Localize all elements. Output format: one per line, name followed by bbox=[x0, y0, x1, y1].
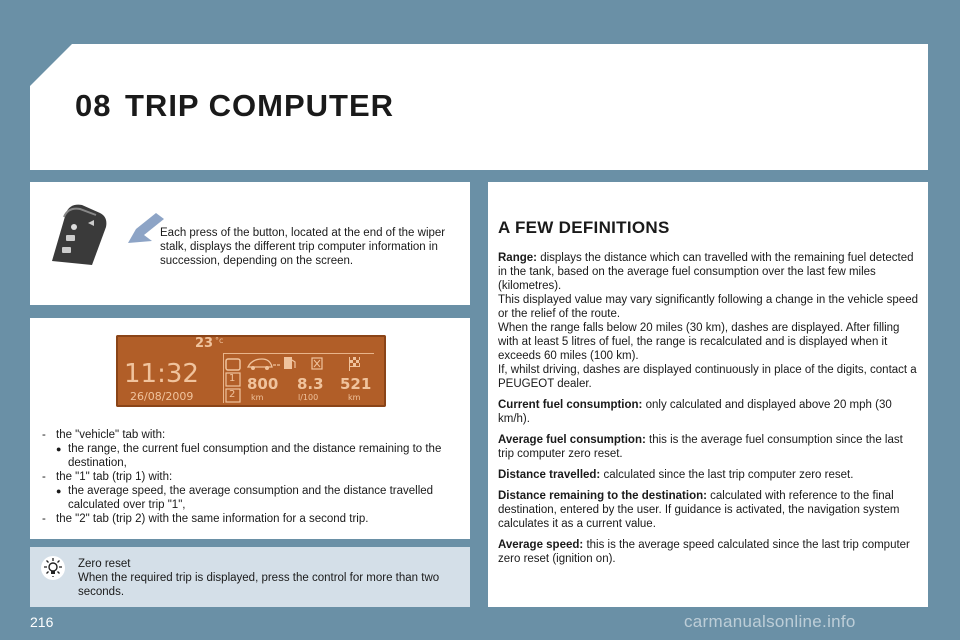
watermark: carmanualsonline.info bbox=[684, 612, 856, 631]
distance-unit: km bbox=[348, 393, 361, 402]
definition-range: Range: displays the distance which can travelled with the remaining fuel detected in the tank, based on the average fuel consumption over the last few miles (kilometres). This displayed value may vary significantly following a change in the vehicle speed or the relief of the route. When the range falls below 20 miles (30 km), dashes are displayed. After filling with at least 5 litres of fuel, the range is recalculated and is displayed when it exceeds 60 miles (100 km). If, whilst driving, dashes are displayed continuously in place of the digits, contact a PEUGEOT dealer. bbox=[498, 252, 918, 390]
stalk-panel bbox=[30, 182, 470, 305]
fuel-can-icon bbox=[312, 358, 322, 369]
tip-lightbulb-icon bbox=[40, 555, 66, 581]
tab-1-label: 1 bbox=[229, 373, 236, 384]
fuel-pump-icon bbox=[284, 357, 295, 369]
consumption-value: 8.3 bbox=[297, 375, 324, 393]
range-unit: km bbox=[251, 393, 264, 402]
tip-panel bbox=[30, 547, 470, 607]
distance-value: 521 bbox=[340, 375, 372, 393]
tabs-description-list bbox=[42, 428, 462, 526]
list-item: - the "2" tab (trip 2) with the same information for a second trip. bbox=[42, 513, 369, 525]
tab-2-label: 2 bbox=[229, 389, 236, 400]
definition-distance-remaining: Distance remaining to the destination: calculated with reference to the final destination, entered by the user. If guidance is activated, the navigation system calculates it as a current value. bbox=[498, 490, 900, 530]
page-number: 216 bbox=[30, 614, 54, 630]
range-value: 800 bbox=[247, 375, 279, 393]
tip-body: When the required trip is displayed, press the control for more than two seconds. bbox=[78, 572, 440, 598]
car-range-icon bbox=[248, 359, 280, 370]
definitions-title: A FEW DEFINITIONS bbox=[498, 218, 670, 237]
list-item: - the "1" tab (trip 1) with: bbox=[42, 471, 173, 483]
clock: 11:32 bbox=[124, 359, 199, 389]
display-panel bbox=[30, 318, 470, 539]
definition-average-fuel: Average fuel consumption: this is the average fuel consumption since the last trip computer zero reset. bbox=[498, 434, 903, 460]
list-item: ● the average speed, the average consumption and the distance travelled calculated over trip "1", bbox=[56, 485, 434, 511]
checkered-flag-icon bbox=[349, 357, 360, 371]
stalk-description: Each press of the button, located at the end of the wiper stalk, displays the different trip computer information in succession, depending on the screen. bbox=[160, 227, 446, 267]
definitions-panel bbox=[488, 182, 928, 607]
definition-current-fuel: Current fuel consumption: only calculated and displayed above 20 mph (30 km/h). bbox=[498, 399, 892, 425]
tip-title: Zero reset bbox=[78, 558, 131, 570]
chapter-title: TRIP COMPUTER bbox=[125, 88, 395, 123]
consumption-unit: l/100 bbox=[298, 393, 319, 402]
list-item: ● the range, the current fuel consumption and the distance remaining to the destination, bbox=[56, 443, 442, 469]
temperature-unit: °c bbox=[215, 336, 224, 345]
trip-computer-display bbox=[116, 335, 386, 407]
wiper-stalk-icon bbox=[48, 199, 168, 269]
chapter-number: 08 bbox=[75, 88, 112, 123]
temperature-value: 23 bbox=[195, 336, 214, 351]
definition-average-speed: Average speed: this is the average speed calculated since the last trip computer zero reset (ignition on). bbox=[498, 539, 910, 565]
list-item: - the "vehicle" tab with: bbox=[42, 429, 166, 441]
definition-distance-travelled: Distance travelled: calculated since the last trip computer zero reset. bbox=[498, 469, 854, 481]
vehicle-tab-icon bbox=[226, 359, 240, 370]
date: 26/08/2009 bbox=[130, 390, 194, 403]
